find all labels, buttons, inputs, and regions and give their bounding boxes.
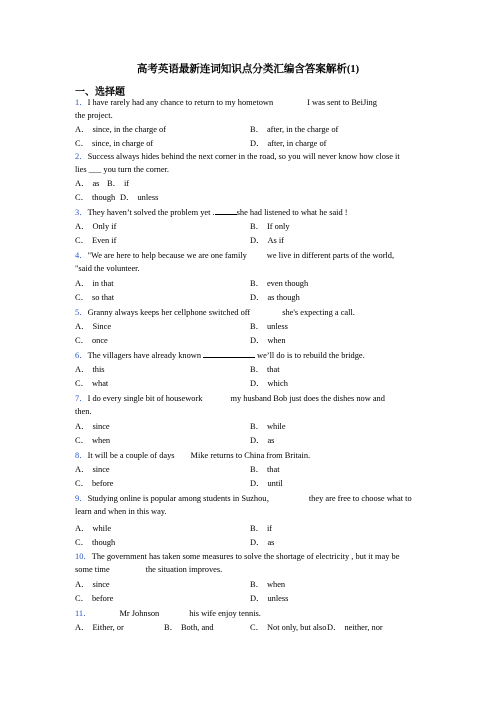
option-a[interactable]: A． Either, or [75,623,124,632]
option-a[interactable]: A． Since [75,322,112,331]
question-text: I do every single bit of housework [87,394,203,403]
option-a[interactable]: A． since [75,465,110,474]
option-d[interactable]: D． after, in charge of [250,139,327,148]
question-text: "We are here to help because we are one family [87,251,247,260]
question-5 [75,306,425,319]
question-text-line2: "said the volunteer. [75,264,140,273]
question-number: 1． [75,98,88,107]
option-c[interactable]: C． when [75,436,111,445]
question-text-line2: then. [75,407,92,416]
options-row [75,621,425,634]
option-a[interactable]: A． since [75,580,110,589]
question-text: Granny always keeps her cellphone switched off [87,308,251,317]
option-c[interactable]: C． though [75,538,116,547]
question-4 [75,249,425,275]
options-row [75,578,425,591]
question-number: 5． [75,308,88,317]
question-text-cont: she's expecting a call. [282,308,355,317]
question-text: Studying online is popular among students in Suzhou， [87,494,275,503]
page-title: 高考英语最新连词知识点分类汇编含答案解析(1) [136,64,360,75]
options-row [75,420,425,433]
option-d[interactable]: D． as [250,436,275,445]
option-c[interactable]: C． so that [75,293,115,302]
option-b[interactable]: B． that [250,465,280,474]
question-text: I have rarely had any chance to return to my hometown [87,98,274,107]
option-c[interactable]: C． though [75,193,116,202]
question-text-cont: I was sent to BeiJing [307,98,377,107]
option-d[interactable]: D． As if [250,236,284,245]
question-text: Mr Johnson [119,609,160,618]
question-11 [75,607,425,620]
question-text-cont: we’ll do is to rebuild the bridge. [257,351,365,360]
option-d[interactable]: D． as though [250,293,300,302]
option-b[interactable]: B． while [250,422,286,431]
question-number: 2． [75,152,88,161]
question-text: It will be a couple of days [87,451,175,460]
question-text-cont: Mike returns to China from Britain. [190,451,311,460]
question-text: The government has taken some measures to solve the shortage of electricity , but it may be [91,552,400,561]
options-row [75,177,425,190]
option-b[interactable]: B． If only [250,222,290,231]
option-a[interactable]: A． since [75,422,110,431]
option-d[interactable]: D． unless [250,594,289,603]
question-9 [75,492,425,518]
question-number: 6． [75,351,88,360]
question-text-cont: she had listened to what he said ! [236,208,348,217]
option-c[interactable]: C． Even if [75,236,117,245]
question-text-line2: learn and when in this way. [75,507,167,516]
options-row [75,477,425,490]
question-text-line2: some time [75,565,110,574]
options-row [75,363,425,376]
question-text-cont: my husband Bob just does the dishes now and [230,394,385,403]
question-1 [75,96,425,122]
question-3 [75,206,425,219]
question-number: 4． [75,251,88,260]
question-number: 11． [75,609,92,618]
option-d[interactable]: D． as [250,538,275,547]
option-b[interactable]: B． Both, and [164,623,214,632]
option-a[interactable]: A． as [75,179,100,188]
question-6 [75,349,425,362]
options-row [75,234,425,247]
options-row [75,277,425,290]
option-c[interactable]: C． before [75,594,114,603]
option-b[interactable]: B． even though [250,279,309,288]
option-c[interactable]: C． since, in charge of [75,139,154,148]
option-b[interactable]: B． that [250,365,280,374]
options-row [75,463,425,476]
option-b[interactable]: B． when [250,580,286,589]
answer-blank [203,349,255,358]
question-number: 9． [75,494,88,503]
option-b[interactable]: B． after, in the charge of [250,125,339,134]
question-text-cont: we live in different parts of the world, [266,251,395,260]
options-row [75,522,425,535]
option-c[interactable]: C． what [75,379,109,388]
question-text-line2: lies ___ you turn the corner. [75,165,169,174]
option-b[interactable]: B． if [107,179,130,188]
option-c[interactable]: C． before [75,479,114,488]
options-row [75,592,425,605]
question-number: 10． [75,552,92,561]
question-text: They haven’t solved the problem yet . [87,208,215,217]
option-b[interactable]: B． unless [250,322,288,331]
options-row [75,123,425,136]
option-a[interactable]: A． while [75,524,112,533]
option-a[interactable]: A． this [75,365,105,374]
options-row [75,536,425,549]
question-8 [75,449,425,462]
question-number: 3． [75,208,88,217]
option-c[interactable]: C． once [75,336,108,345]
options-row [75,434,425,447]
options-row [75,291,425,304]
answer-blank [215,206,237,215]
options-row [75,377,425,390]
option-b[interactable]: B． if [250,524,273,533]
question-text: The villagers have already known [87,351,202,360]
question-text-cont: his wife enjoy tennis. [189,609,261,618]
options-row [75,320,425,333]
question-text: Success always hides behind the next corner in the road, so you will never know how close it [87,152,400,161]
option-d[interactable]: D． until [250,479,283,488]
question-text-line2: the project. [75,111,113,120]
question-number: 7． [75,394,88,403]
options-row [75,191,425,204]
question-number: 8． [75,451,88,460]
option-d[interactable]: D． unless [120,193,159,202]
question-2 [75,150,425,176]
question-text-cont: the situation improves. [145,565,223,574]
question-7 [75,392,425,418]
section-heading: 一、选择题 [75,87,125,98]
option-d[interactable]: D． when [250,336,286,345]
option-d[interactable]: D． neither, nor [327,623,383,632]
option-a[interactable]: A． Only if [75,222,117,231]
option-c[interactable]: C． Not only, but also [250,623,327,632]
options-row [75,137,425,150]
option-a[interactable]: A． since, in the charge of [75,125,167,134]
option-d[interactable]: D． which [250,379,288,388]
options-row [75,220,425,233]
question-text-cont: they are free to choose what to [308,494,412,503]
option-a[interactable]: A． in that [75,279,114,288]
options-row [75,334,425,347]
question-10 [75,550,425,576]
